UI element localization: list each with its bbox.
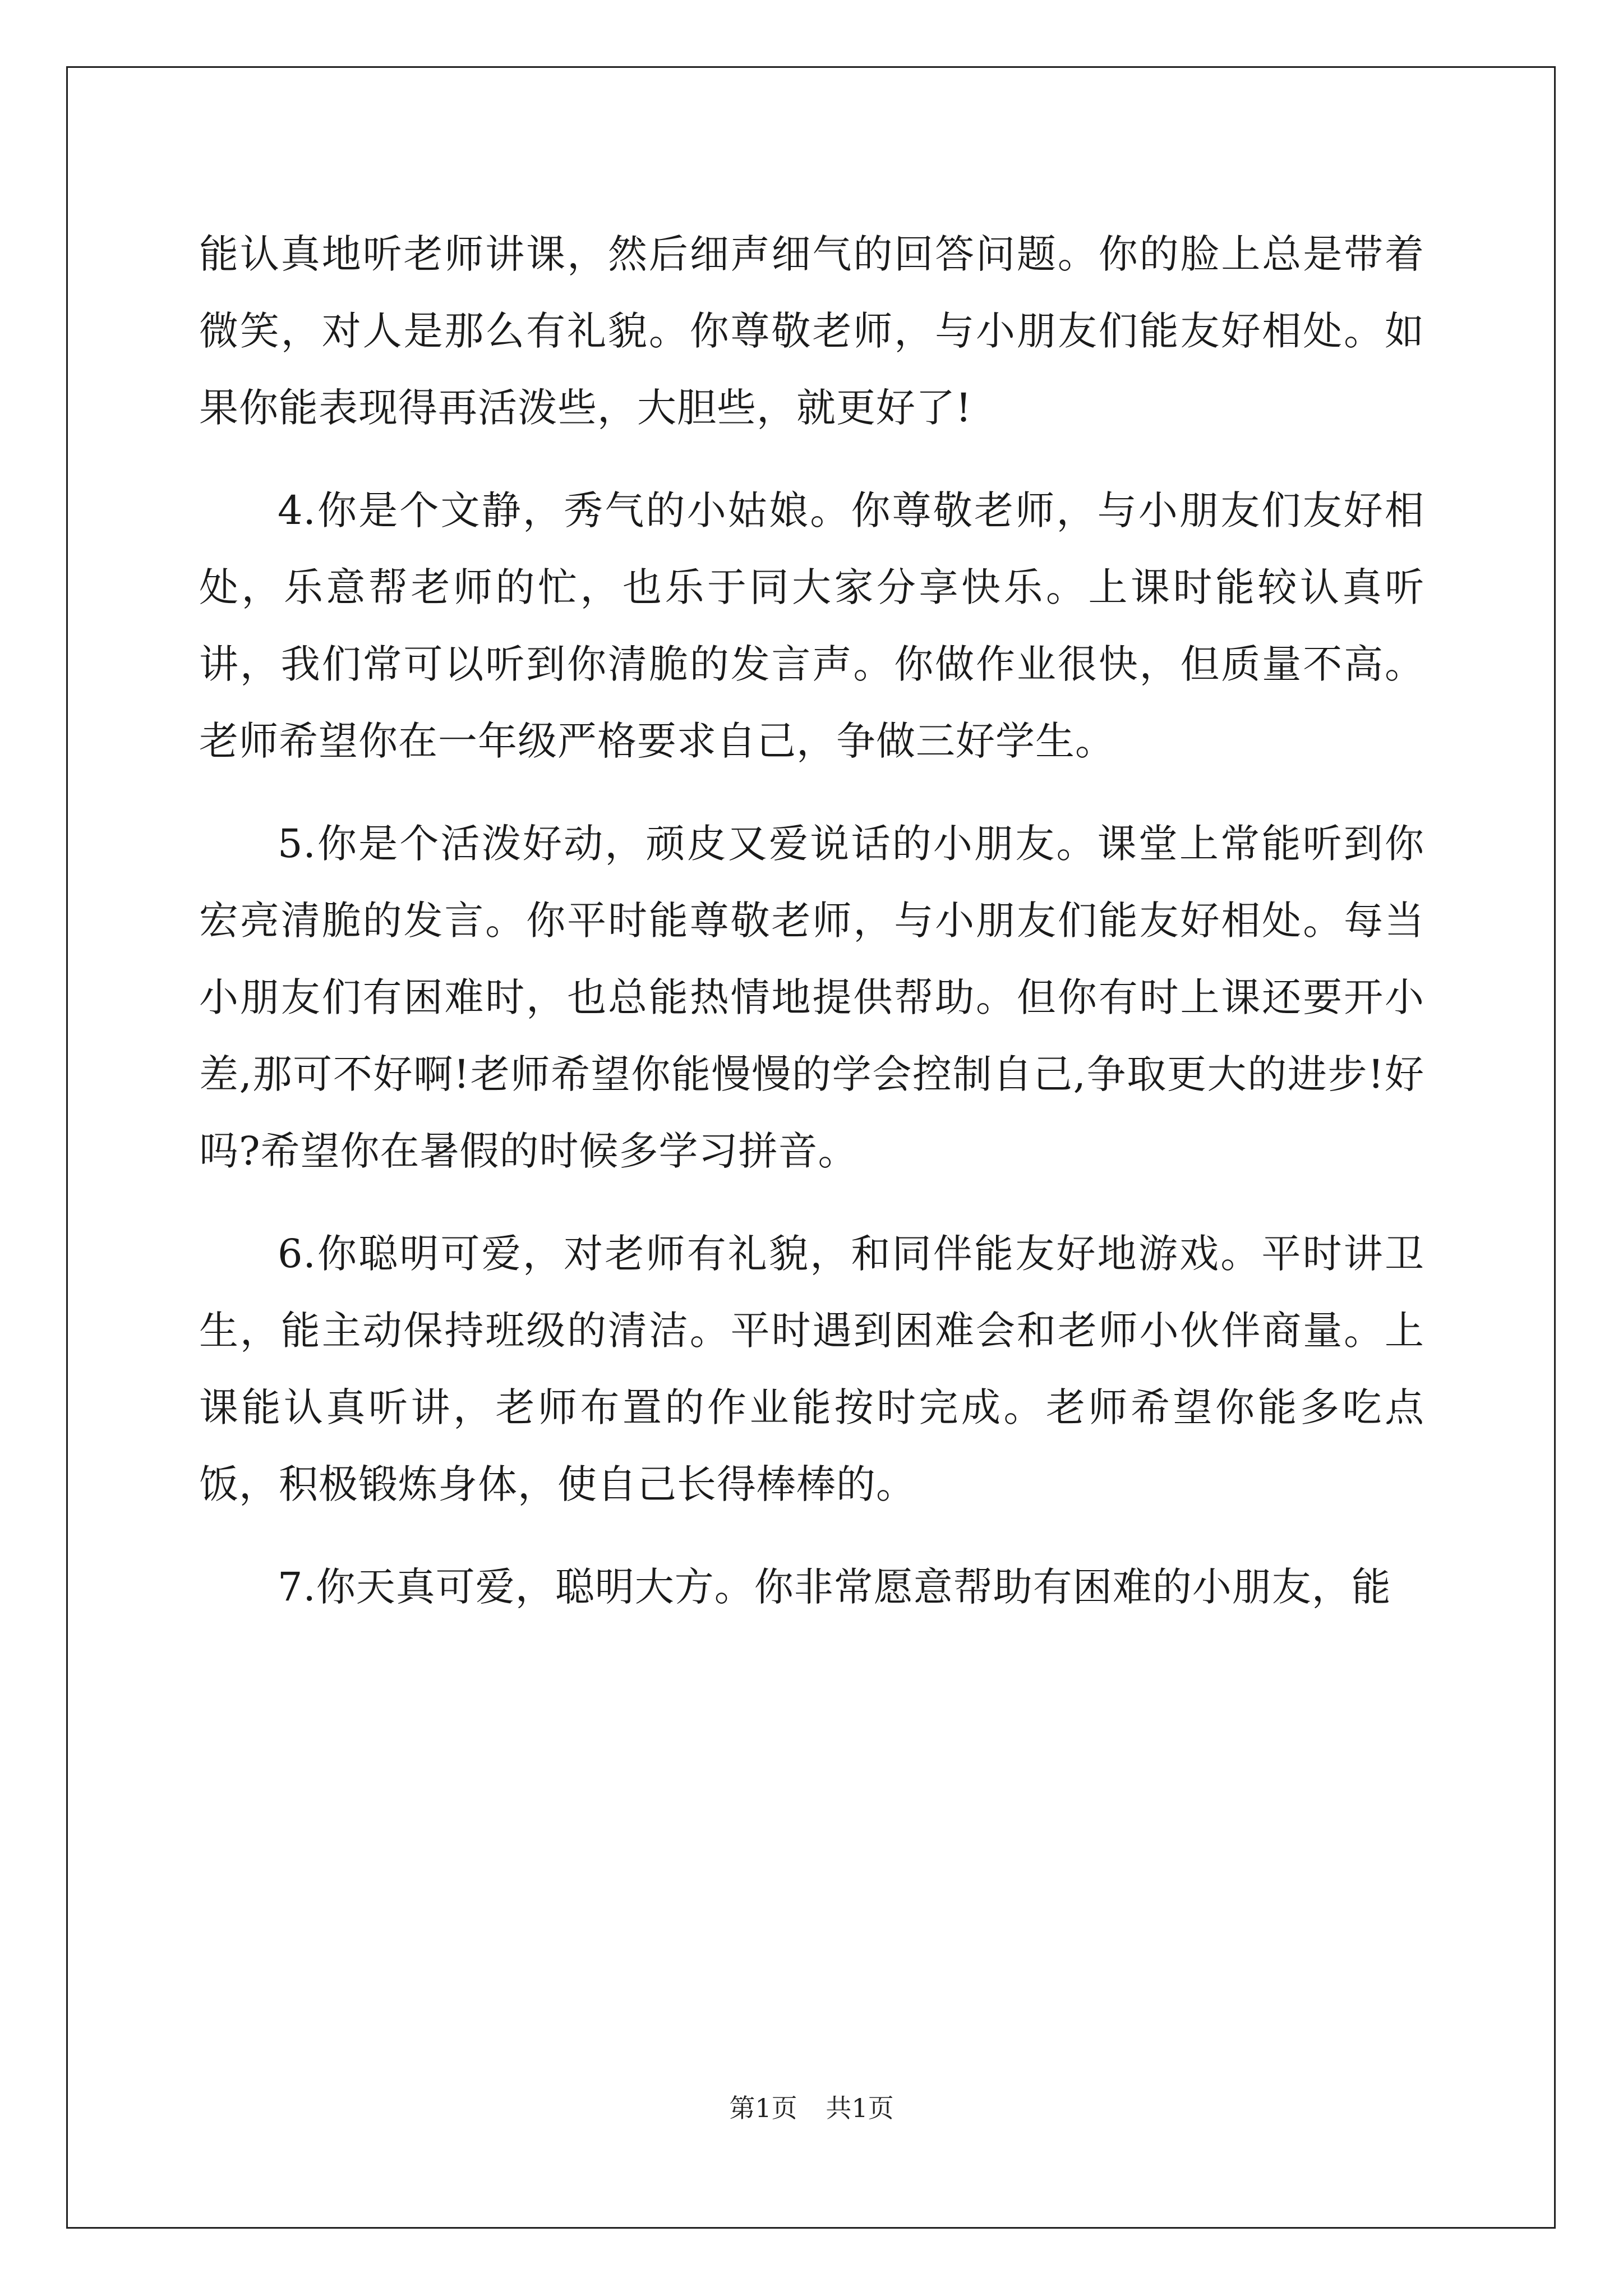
paragraph-item-7: 7.你天真可爱，聪明大方。你非常愿意帮助有困难的小朋友，能 <box>278 1564 1391 1610</box>
paragraph-item-6: 6.你聪明可爱，对老师有礼貌，和同伴能友好地游戏。平时讲卫生，能主动保持班级的清洁。平时遇到困难会和老师小伙伴商量。上课能认真听讲，老师布置的作业能按时完成。老师希望你能多吃点饭，积极锻炼身体，使自己长得棒棒的。 <box>199 1231 1424 1507</box>
paragraph-continued: 能认真地听老师讲课，然后细声细气的回答问题。你的脸上总是带着微笑，对人是那么有礼貌。你尊敬老师，与小朋友们能友好相处。如果你能表现得再活泼些，大胆些，就更好了! <box>199 231 1424 431</box>
document-body <box>199 216 1424 1626</box>
paragraph-item-4: 4.你是个文静，秀气的小姑娘。你尊敬老师，与小朋友们友好相处，乐意帮老师的忙，也乐于同大家分享快乐。上课时能较认真听讲，我们常可以听到你清脆的发言声。你做作业很快，但质量不高。老师希望你在一年级严格要求自己，争做三好学生。 <box>199 487 1424 764</box>
paragraph-item-5: 5.你是个活泼好动，顽皮又爱说话的小朋友。课堂上常能听到你宏亮清脆的发言。你平时能尊敬老师，与小朋友们能友好相处。每当小朋友们有困难时，也总能热情地提供帮助。但你有时上课还要开小差,那可不好啊!老师希望你能慢慢的学会控制自己,争取更大的进步!好吗?希望你在暑假的时候多学习拼音。 <box>199 821 1424 1174</box>
page-footer <box>0 2088 1623 2125</box>
page-number: 第1页 <box>729 2093 797 2123</box>
page-total: 共1页 <box>826 2093 894 2123</box>
